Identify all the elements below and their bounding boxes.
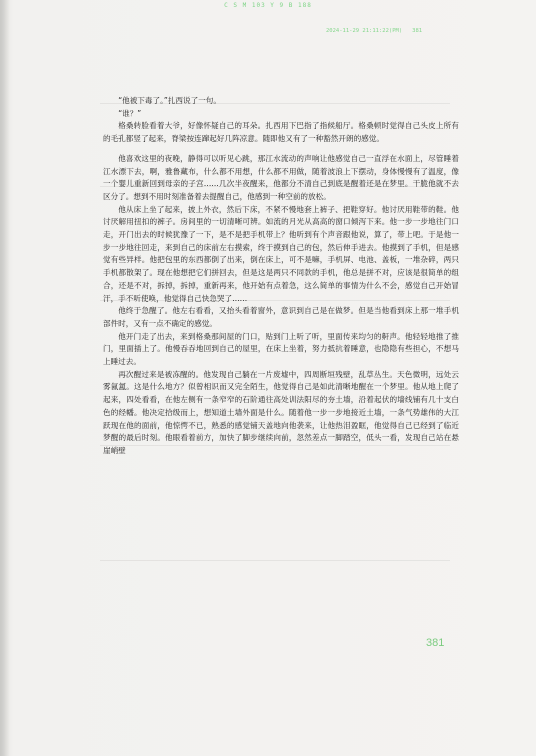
paragraph: 他开门走了出去，来到格桑那间屋的门口，贴到门上听了听，里面传来均匀的鼾声。他轻轻地推了推门，里面插上了。他慢吞吞地回到自己的屋里，在床上坐着，努力抵抗着睡意，也隐隐有些担心，不想马上睡过去。 bbox=[103, 331, 459, 367]
scan-stamp-number: 381 bbox=[412, 28, 423, 34]
paragraph: 他从床上坐了起来，披上外衣，然后下床，不紧不慢地套上裤子、把鞋穿好。他讨厌用鞋带的鞋。他讨厌解用扭扣的裤子。房间里的一切清晰可辨。如流的月光从高高的窗口倾泻下来。他一步一步地往门口走，开门出去的时候犹豫了一下，是不是把手机带上？他听到有个声音跟他说，算了，带上吧。于是他一步一步地往回走，来到自己的床前左右摸索，终于摸到自己的包，然后伸手进去。他摸到了手机，但是感觉有些异样。他把包里的东西都倒了出来，倒在床上，可不是嘛，手机屏、电池、盖板，一堆杂碎，两只手机都散架了。现在他想把它们拼回去，但是这是两只不同款的手机，他总是拼不对，应该是很简单的组合，还是不对，拆掉，拆掉，重新再来，他开始有点着急，这么简单的事情为什么不会，感觉自己开始冒汗，手不听使唤，他觉得自己快急哭了…… bbox=[103, 204, 459, 303]
scan-timestamp: 2024-11-29 21:11:22(PM) bbox=[326, 28, 403, 34]
paragraph: 格桑转脸看着大爷，好像怀疑自己的耳朵。扎西用下巴指了指候船厅。格桑顿时觉得自己头皮上所有的毛孔都竖了起来，脊梁按连蹿起好几阵凉意。随即他又有了一种豁然开朗的感觉。 bbox=[103, 121, 459, 144]
paragraph: 再次醒过来是被冻醒的。他发现自己躺在一片废墟中，四周断垣残壁，乱草丛生。天色微明，远处云雾氤氲。这是什么地方？似曾相识而又完全陌生，他觉得自己是如此清晰地醒在一个梦里。他从地上爬了起来，四处看看，在他左侧有一条窄窄的石阶通往高处训法阳尽的夯土墙，沿着起伏的墙线铺有几十支白色的经幡。他决定拾级而上，想知道土墙外面是什么。随着他一步一步地接近土墙，一条气势雄伟的大江跃现在他的面前，他惊愕不已，熟悉的感觉铺天盖地向他袭来，让他热泪盈眶，他觉得自己已经到了临近梦醒的最后时刻。他眼看着前方，加快了脚步继续向前，忽然差点一脚踏空，低头一看，发现自己站在悬崖峭壁 bbox=[103, 369, 459, 455]
paragraph: 他喜欢这里的夜晚，静得可以听见心跳，那江水流动的声响让他感觉自己一直浮在水面上，尽管睡着江水漂下去，啊，雅鲁藏布，什么都不用想，什么都不用做，随着波浪上下摆动，身体慢慢有了温度，像一个婴儿重新回到母亲的子宫……几次半夜醒来，他都分不清自己到底是醒着还是在梦里。干脆他就不去区分了。想到不用时刻准备着去提醒自己，他感到一种空前的放松。 bbox=[103, 153, 459, 201]
bleed-through-line bbox=[100, 560, 450, 561]
scan-timestamp-stamp bbox=[326, 28, 422, 34]
body-text bbox=[103, 95, 459, 458]
paragraph: 他终于急醒了。他左右看看，又抬头看着窗外，意识到自己是在做梦。但是当他看到床上那一堆手机部件时，又有一点不确定的感觉。 bbox=[103, 306, 459, 328]
paragraph: “他被下毒了。”扎西说了一句。 bbox=[118, 96, 221, 105]
page-gutter-shadow bbox=[0, 0, 10, 756]
paragraph: “谁？” bbox=[118, 108, 142, 118]
page-number: 381 bbox=[426, 637, 445, 649]
scan-header-code: C S M 103 Y 9 B 188 bbox=[224, 2, 312, 9]
